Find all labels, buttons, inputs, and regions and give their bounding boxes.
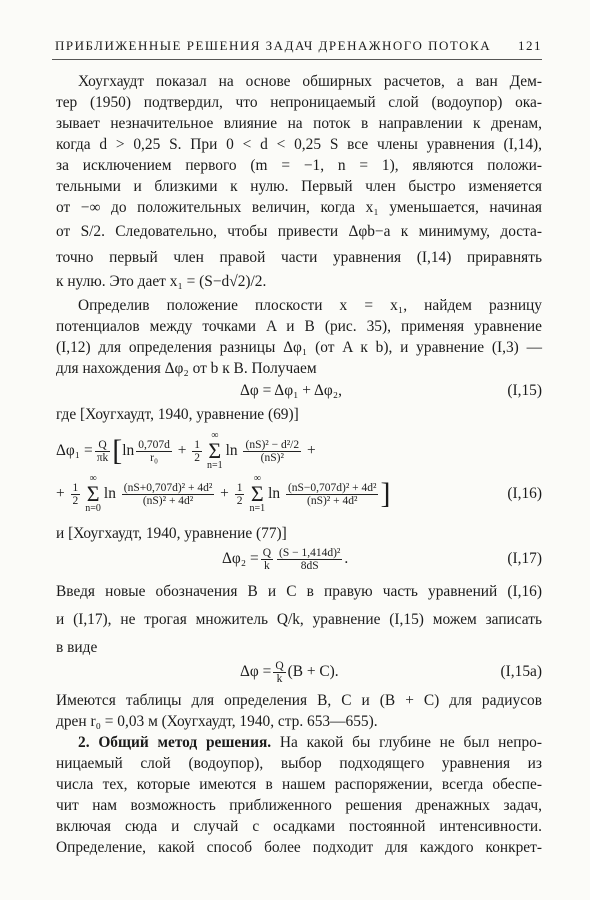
- fraction: $\frac{\text{(nS)² − d²/2}}{\text{(nS)²}}$: [245, 438, 300, 464]
- text-line: за исключением первого (m = −1, n = 1), являются положи-: [56, 157, 542, 174]
- text-line: тельными и близкими к нулю. Первый член быстро изменяется: [56, 178, 542, 195]
- text-line: для нахождения Δφ₂ от b к B. Получаем: [56, 360, 317, 377]
- text-line: точно первый член правой части уравнения (I,14) приравнять: [56, 249, 542, 266]
- equation-I16-line1: Δφ₁ = $\frac{Q}{\pi k}$ [ ln $\frac{0,707d}{\text{r₀}}$ + $\frac{1}{2}$ ∞ Σ n=1 ln $\frac{\text{(nS)² − d²/2}}{\text{(nS)²}}$ +: [56, 430, 316, 471]
- text-line: зывает незначительное влияние на поток в направлении к дренам,: [56, 115, 542, 132]
- sum-sign: ∞ Σ n=1: [249, 473, 266, 514]
- fraction: $\frac{1}{2}$: [72, 481, 79, 507]
- equation-number: (I,15): [507, 382, 542, 399]
- equation-I16-line2: + $\frac{1}{2}$ ∞ Σ n=0 ln $\frac{\text{(nS+0,707d)² + 4d²}}{\text{(nS)² + 4d²}}$ + $\frac{1}{2}$ ∞ Σ n=1 ln $\frac{\text{(nS−0,707d)² + 4d²}}{\text{(nS)² + 4d²}}$ ]: [56, 473, 391, 514]
- citation-line: и [Хоугхаудт, 1940, уравнение (77)]: [56, 525, 287, 542]
- fraction: $\frac{1}{2}$: [194, 438, 200, 464]
- fraction: $\frac{\text{(S − 1,414d)²}}{8dS}$: [279, 546, 341, 572]
- section-2-first-line: 2. Общий метод решения. На какой бы глубине не был непро-: [78, 734, 542, 751]
- text-line: когда d > 0,25 S. При 0 < d < 0,25 S все члены уравнения (I,14),: [56, 136, 542, 153]
- text-line: (I,12) для определения разницы Δφ₁ (от A к b), и уравнение (I,3) —: [56, 339, 542, 356]
- equation-I15: Δφ = Δφ₁ + Δφ₂,: [240, 382, 342, 399]
- text-line: тер (1950) подтвердил, что непроницаемый слой (водоупор) ока-: [56, 94, 542, 111]
- sum-sign: ∞ Σ n=0: [85, 473, 101, 514]
- section-heading: 2. Общий метод решения.: [78, 734, 272, 751]
- equation-I17: Δφ₂ = $\frac{Q}{k}$ $\frac{\text{(S − 1,414d)²}}{8dS}$ .: [222, 546, 349, 572]
- running-title: ПРИБЛИЖЕННЫЕ РЕШЕНИЯ ЗАДАЧ ДРЕНАЖНОГО ПОТОКА: [55, 38, 492, 53]
- text-line: Определив положение плоскости x = x₁, найдем разницу: [78, 297, 542, 314]
- fraction: $\frac{\text{(nS−0,707d)² + 4d²}}{\text{(nS)² + 4d²}}$: [287, 481, 377, 507]
- text-line: числа тех, которые имеются в нашем распоряжении, всегда обеспе-: [56, 776, 542, 793]
- citation-line: где [Хоугхаудт, 1940, уравнение (69)]: [56, 406, 299, 423]
- equation-number: (I,17): [507, 550, 542, 567]
- text-line: и (I,17), не трогая множитель Q/k, уравнение (I,15) можем записать: [56, 611, 542, 628]
- text-line: включая сюда и случай с осадками постоянной интенсивности.: [56, 818, 542, 835]
- fraction: $\frac{Q}{\pi k}$: [96, 438, 109, 464]
- text-line: от S/2. Следовательно, чтобы привести Δφb−a к минимуму, доста-: [56, 223, 542, 240]
- text-line: ницаемый слой (водоупор), выбор подходящего уравнения из: [56, 755, 542, 772]
- fraction: $\frac{Q}{k}$: [262, 546, 271, 572]
- page-number: 121: [518, 38, 542, 53]
- running-header: [55, 38, 542, 54]
- text-line: Имеются таблицы для определения B, C и (B + C) для радиусов: [56, 692, 542, 709]
- sum-sign: ∞ Σ n=1: [207, 430, 223, 471]
- eq-lhs: Δφ₁ =: [56, 442, 93, 459]
- text-line: дрен r₀ = 0,03 м (Хоугхаудт, 1940, стр. 653—655).: [56, 713, 378, 730]
- text-line: потенциалов между точками A и B (рис. 35), применяя уравнение: [56, 318, 542, 335]
- equation-number: (I,16): [507, 485, 542, 502]
- fraction: $\frac{0,707d}{\text{r₀}}$: [138, 438, 170, 464]
- text-line: к нулю. Это дает x₁ = (S−d√2)/2.: [56, 273, 267, 290]
- text-line: в виде: [56, 639, 98, 656]
- equation-I15a: Δφ = $\frac{Q}{k}$ (B + C).: [240, 659, 339, 685]
- fraction: $\frac{1}{2}$: [236, 481, 243, 507]
- text-line: от −∞ до положительных величин, когда x₁ уменьшается, начиная: [56, 199, 542, 216]
- text-line: чит нам возможность приближенного решения дренажных задач,: [56, 797, 542, 814]
- fraction: $\frac{\text{(nS+0,707d)² + 4d²}}{\text{(nS)² + 4d²}}$: [123, 481, 213, 507]
- text-line: Введя новые обозначения B и C в правую часть уравнений (I,16): [56, 583, 542, 600]
- fraction: $\frac{Q}{k}$: [275, 659, 284, 685]
- text-line: Хоугхаудт показал на основе обширных расчетов, а ван Дем-: [78, 73, 542, 90]
- equation-number: (I,15a): [500, 663, 542, 680]
- header-rule: [52, 59, 542, 60]
- text-line: Определение, какой способ более подходит для каждого конкрет-: [56, 839, 542, 856]
